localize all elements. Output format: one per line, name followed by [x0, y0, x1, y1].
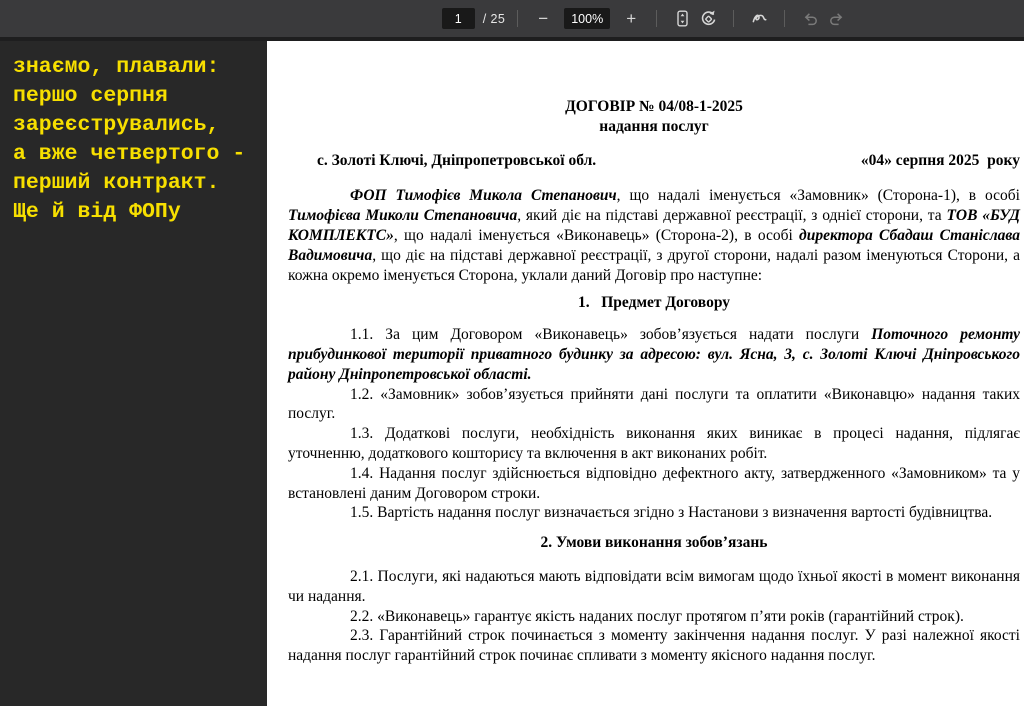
annotation-line: Ще й від ФОПу: [13, 200, 181, 224]
fit-to-page-button[interactable]: [669, 6, 695, 32]
view-group: [669, 6, 721, 32]
annotation-line: першо серпня: [13, 84, 168, 108]
doc-date: «04» серпня 2025 року: [860, 151, 1020, 169]
rotate-counterclockwise-icon: [699, 9, 718, 28]
undo-button[interactable]: [797, 6, 823, 32]
zoom-level-display[interactable]: 100%: [564, 8, 610, 29]
viewer-content: [0, 41, 1024, 706]
annotate-button[interactable]: [746, 6, 772, 32]
fit-to-page-icon: [673, 9, 692, 28]
text-run: Тимофієва Миколи Степановича: [288, 207, 518, 225]
text-run: , що надалі іменується «Замовник» (Сторона-1), в особі: [616, 187, 1020, 205]
page-total-label: / 25: [482, 11, 506, 26]
paragraph-1-1: [288, 325, 1020, 384]
text-run: директора Сбадаш Станіслава Вадимовича: [288, 226, 1020, 264]
text-run: 1.1. За цим Договором «Виконавець» зобов’язується надати послуги: [350, 326, 872, 344]
paragraph-2-1: 2.1. Послуги, які надаються мають відповідати всім вимогам щодо їхньої якості в момент виконання чи надання.: [288, 567, 1020, 605]
annotation-line: перший контракт.: [13, 171, 220, 195]
text-run: ФОП Тимофієв Микола Степанович: [350, 187, 617, 205]
pdf-toolbar: [0, 0, 1024, 37]
paragraph-2-3: 2.3. Гарантійний строк починається з моменту закінчення надання послуг. У разі належної якості надання послуг гарантійний строк починає спливати з моменту якісного надання послуг.: [288, 627, 1020, 665]
place-date-row: [288, 151, 1020, 171]
paragraph-1-4: 1.4. Надання послуг здійснюється відповідно дефектного акту, затвердженного «Замовником» та у встановлені даним Договором строки.: [288, 464, 1020, 502]
toolbar-separator: [517, 10, 518, 27]
redo-icon: [828, 10, 845, 27]
paragraph-1-3: 1.3. Додаткові послуги, необхідність виконання яких виникає в процесі надання, підлягає уточненню, додаткового кошторису та включення в акт виконаних робіт.: [288, 425, 1020, 462]
paragraph-1-5: 1.5. Вартість надання послуг визначається згідно з Настанови з визначення вартості будівництва.: [350, 504, 993, 522]
doc-title: ДОГОВІР № 04/08-1-2025: [565, 98, 743, 115]
undo-icon: [802, 10, 819, 27]
annotation-panel: [0, 41, 267, 706]
annotation-line: а вже четвертого -: [13, 142, 246, 166]
toolbar-controls: [267, 0, 1024, 37]
zoom-out-button[interactable]: −: [530, 6, 556, 32]
pdf-page: [267, 41, 1024, 706]
annotation-line: знаємо, плавали:: [13, 55, 220, 79]
text-run: , що діє на підставі державної реєстрації, з другої сторони, надалі разом іменуються Сторони, а кожна окремо іменується Сторона, уклали даний Договір про наступне:: [288, 246, 1020, 284]
toolbar-separator: [656, 10, 657, 27]
section-2-heading: 2. Умови виконання зобов’язань: [540, 534, 768, 552]
toolbar-separator: [733, 10, 734, 27]
annotation-line: зареєструвались,: [13, 113, 220, 137]
text-run: Поточного ремонту прибудинкової території приватного будинку за адресою: вул. Ясна, 3, с. Золоті Ключі Дніпровського району Дніпропетровської області.: [288, 326, 1020, 383]
rotate-button[interactable]: [695, 6, 721, 32]
history-group: [797, 6, 849, 32]
redo-button[interactable]: [823, 6, 849, 32]
text-run: , що надалі іменується «Виконавець» (Сторона-2), в особі: [393, 226, 800, 244]
zoom-group: [530, 6, 644, 32]
doc-subtitle: надання послуг: [599, 117, 709, 135]
paragraph-1-2: 1.2. «Замовник» зобов’язується прийняти дані послуги та оплатити «Виконавцю» надання таких послуг.: [288, 385, 1020, 423]
text-run: , який діє на підставі державної реєстрації, з однієї сторони, та: [517, 207, 947, 225]
page-number-input[interactable]: [442, 8, 475, 29]
doc-place: с. Золоті Ключі, Дніпропетровської обл.: [317, 151, 597, 169]
zoom-in-button[interactable]: +: [618, 6, 644, 32]
toolbar-separator: [784, 10, 785, 27]
text-run: ТОВ «БУД КОМПЛЕКТС»: [288, 207, 1021, 244]
page-navigation-group: [442, 8, 505, 29]
section-1-heading: 1. Предмет Договору: [578, 294, 730, 312]
paragraph-2-2: 2.2. «Виконавець» гарантує якість наданих послуг протягом п’яти років (гарантійний строк).: [350, 607, 964, 625]
paragraph-preamble: [288, 186, 1020, 285]
annotate-icon: [750, 9, 769, 28]
